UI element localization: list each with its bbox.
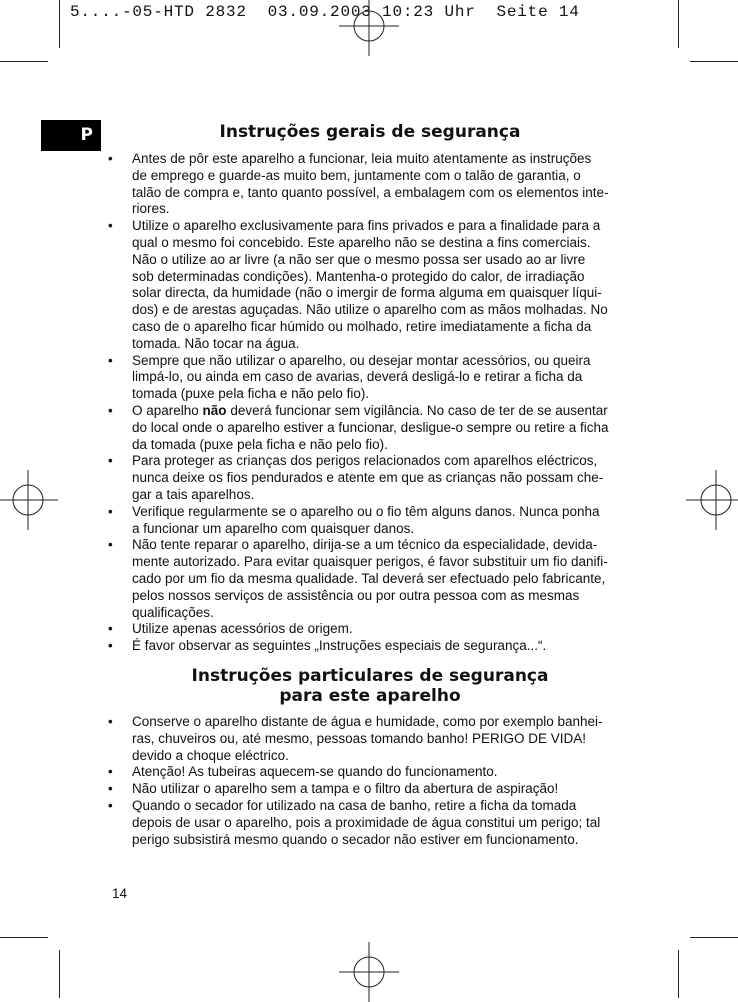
text-line: limpá-lo, ou ainda em caso de avarias, deverá desligá-lo e retirar a ficha da: [132, 369, 583, 385]
section-general-safety-title: [110, 122, 630, 142]
text-line: • Quando o secador for utilizado na casa de banho, retire a ficha da tomada: [132, 797, 577, 813]
text-line: talão de compra e, tanto quanto possível, a embalagem com os elementos inte-: [132, 184, 609, 200]
text-line: da tomada (puxe pela ficha e não pelo fio).: [132, 436, 388, 452]
text-fragment: deverá funcionar sem vigilância. No caso de ter de se ausentar: [226, 402, 608, 418]
list-item: [108, 781, 636, 798]
list-item: [108, 714, 636, 764]
text-line: • Utilize o aparelho exclusivamente para fins privados e para a finalidade para a: [132, 218, 601, 234]
text-line: • Verifique regularmente se o aparelho ou o fio têm alguns danos. Nunca ponha: [132, 503, 600, 519]
text-line: qualificações.: [132, 604, 214, 620]
crop-mark-bottom-right-horizontal: [690, 937, 738, 938]
text-line: depois de usar o aparelho, pois a proximidade de água constitui um perigo; tal: [132, 814, 601, 830]
section-device-safety-title: [110, 666, 630, 706]
list-item: [108, 638, 636, 655]
text-fragment: O aparelho: [132, 402, 203, 418]
text-line: • Conserve o aparelho distante de água e humidade, como por exemplo banhei-: [132, 714, 603, 729]
list-item: [108, 621, 636, 638]
text-line: gar a tais aparelhos.: [132, 486, 255, 502]
crop-mark-top-left-vertical: [59, 0, 60, 48]
page-number: 14: [112, 886, 128, 901]
text-line: solar directa, da humidade (não o imergir de forma alguma em quaisquer líqui-: [132, 285, 602, 301]
crop-mark-bottom-right-vertical: [678, 950, 679, 998]
text-line: pelos nossos serviços de assistência ou por outra pessoa com as mesmas: [132, 587, 580, 603]
text-line: [132, 403, 636, 420]
text-line: • Antes de pôr este aparelho a funcionar, leia muito atentamente as instruções: [132, 151, 592, 166]
text-line: • Sempre que não utilizar o aparelho, ou desejar montar acessórios, ou queira: [132, 352, 591, 368]
registration-mark-bottom-icon: [339, 942, 399, 1002]
registration-mark-right-icon: [686, 470, 738, 530]
text-line: • Não utilizar o aparelho sem a tampa e o filtro da abertura de aspiração!: [132, 781, 559, 797]
list-item: [108, 537, 636, 621]
text-line: • Utilize apenas acessórios de origem.: [132, 621, 353, 637]
text-line: qual o mesmo foi concebido. Este aparelho não se destina a fins comerciais.: [132, 234, 591, 250]
list-item: [108, 218, 636, 352]
list-item: [108, 353, 636, 403]
device-safety-list: [108, 714, 636, 848]
text-line: a funcionar um aparelho com quaisquer danos.: [132, 520, 415, 536]
text-line: caso de o aparelho ficar húmido ou molhado, retire imediatamente a ficha da: [132, 318, 592, 334]
text-line: tomada (puxe pela ficha e não pelo fio).: [132, 386, 370, 402]
text-line: nunca deixe os fios pendurados e atente em que as crianças não possam che-: [132, 470, 604, 486]
registration-mark-top-icon: [339, 0, 399, 56]
text-line: sob determinadas condições). Mantenha-o protegido do calor, de irradiação: [132, 268, 585, 284]
list-item: [108, 764, 636, 781]
text-line: dos) e de arestas aguçadas. Não utilize o aparelho com as mãos molhadas. No: [132, 302, 608, 318]
text-line: de emprego e guarde-as muito bem, juntamente com o talão de garantia, o: [132, 167, 581, 183]
print-slug-line: 5....-05-HTD 2832 03.09.2003 10:23 Uhr Seite 14: [70, 3, 580, 21]
text-line: • Para proteger as crianças dos perigos relacionados com aparelhos eléctricos,: [132, 453, 598, 469]
text-line: • Atenção! As tubeiras aquecem-se quando do funcionamento.: [132, 764, 498, 780]
general-safety-list: [108, 151, 636, 655]
list-item: [108, 403, 636, 453]
text-line: perigo subsistirá mesmo quando o secador não estiver em funcionamento.: [132, 831, 579, 847]
section-device-safety-title-line1: Instruções particulares de segurança: [191, 666, 549, 686]
text-line: riores.: [132, 201, 170, 217]
crop-mark-top-right-horizontal: [690, 61, 738, 62]
list-item: [108, 504, 636, 538]
text-line: • Não tente reparar o aparelho, dirija-se a um técnico da especialidade, devida-: [132, 537, 598, 553]
registration-mark-left-icon: [0, 470, 58, 530]
text-line: • É favor observar as seguintes „Instruções especiais de segurança...“.: [132, 638, 547, 654]
section-general-safety-title-text: Instruções gerais de segurança: [219, 122, 521, 142]
crop-mark-bottom-left-vertical: [59, 950, 60, 998]
list-item: [108, 453, 636, 503]
text-line: tomada. Não tocar na água.: [132, 335, 300, 351]
emphasis-word: não: [202, 402, 227, 418]
text-line: ras, chuveiros ou, até mesmo, pessoas tomando banho! PERIGO DE VIDA!: [132, 730, 586, 746]
text-line: mente autorizado. Para evitar quaisquer perigos, é favor substituir um fio danifi-: [132, 554, 608, 570]
language-tab-label: P: [41, 120, 101, 151]
crop-mark-bottom-left-horizontal: [0, 937, 48, 938]
text-line: Não o utilize ao ar livre (a não ser que o mesmo possa ser usado ao ar livre: [132, 251, 586, 267]
section-device-safety-title-line2: para este aparelho: [279, 686, 461, 706]
text-line: do local onde o aparelho estiver a funcionar, desligue-o sempre ou retire a ficha: [132, 419, 609, 435]
crop-mark-top-right-vertical: [678, 0, 679, 48]
list-item: [108, 151, 636, 218]
text-line: devido a choque eléctrico.: [132, 747, 289, 763]
list-item: [108, 798, 636, 848]
text-line: cado por um fio da mesma qualidade. Tal deverá ser efectuado pelo fabricante,: [132, 570, 606, 586]
crop-mark-top-left-horizontal: [0, 61, 48, 62]
